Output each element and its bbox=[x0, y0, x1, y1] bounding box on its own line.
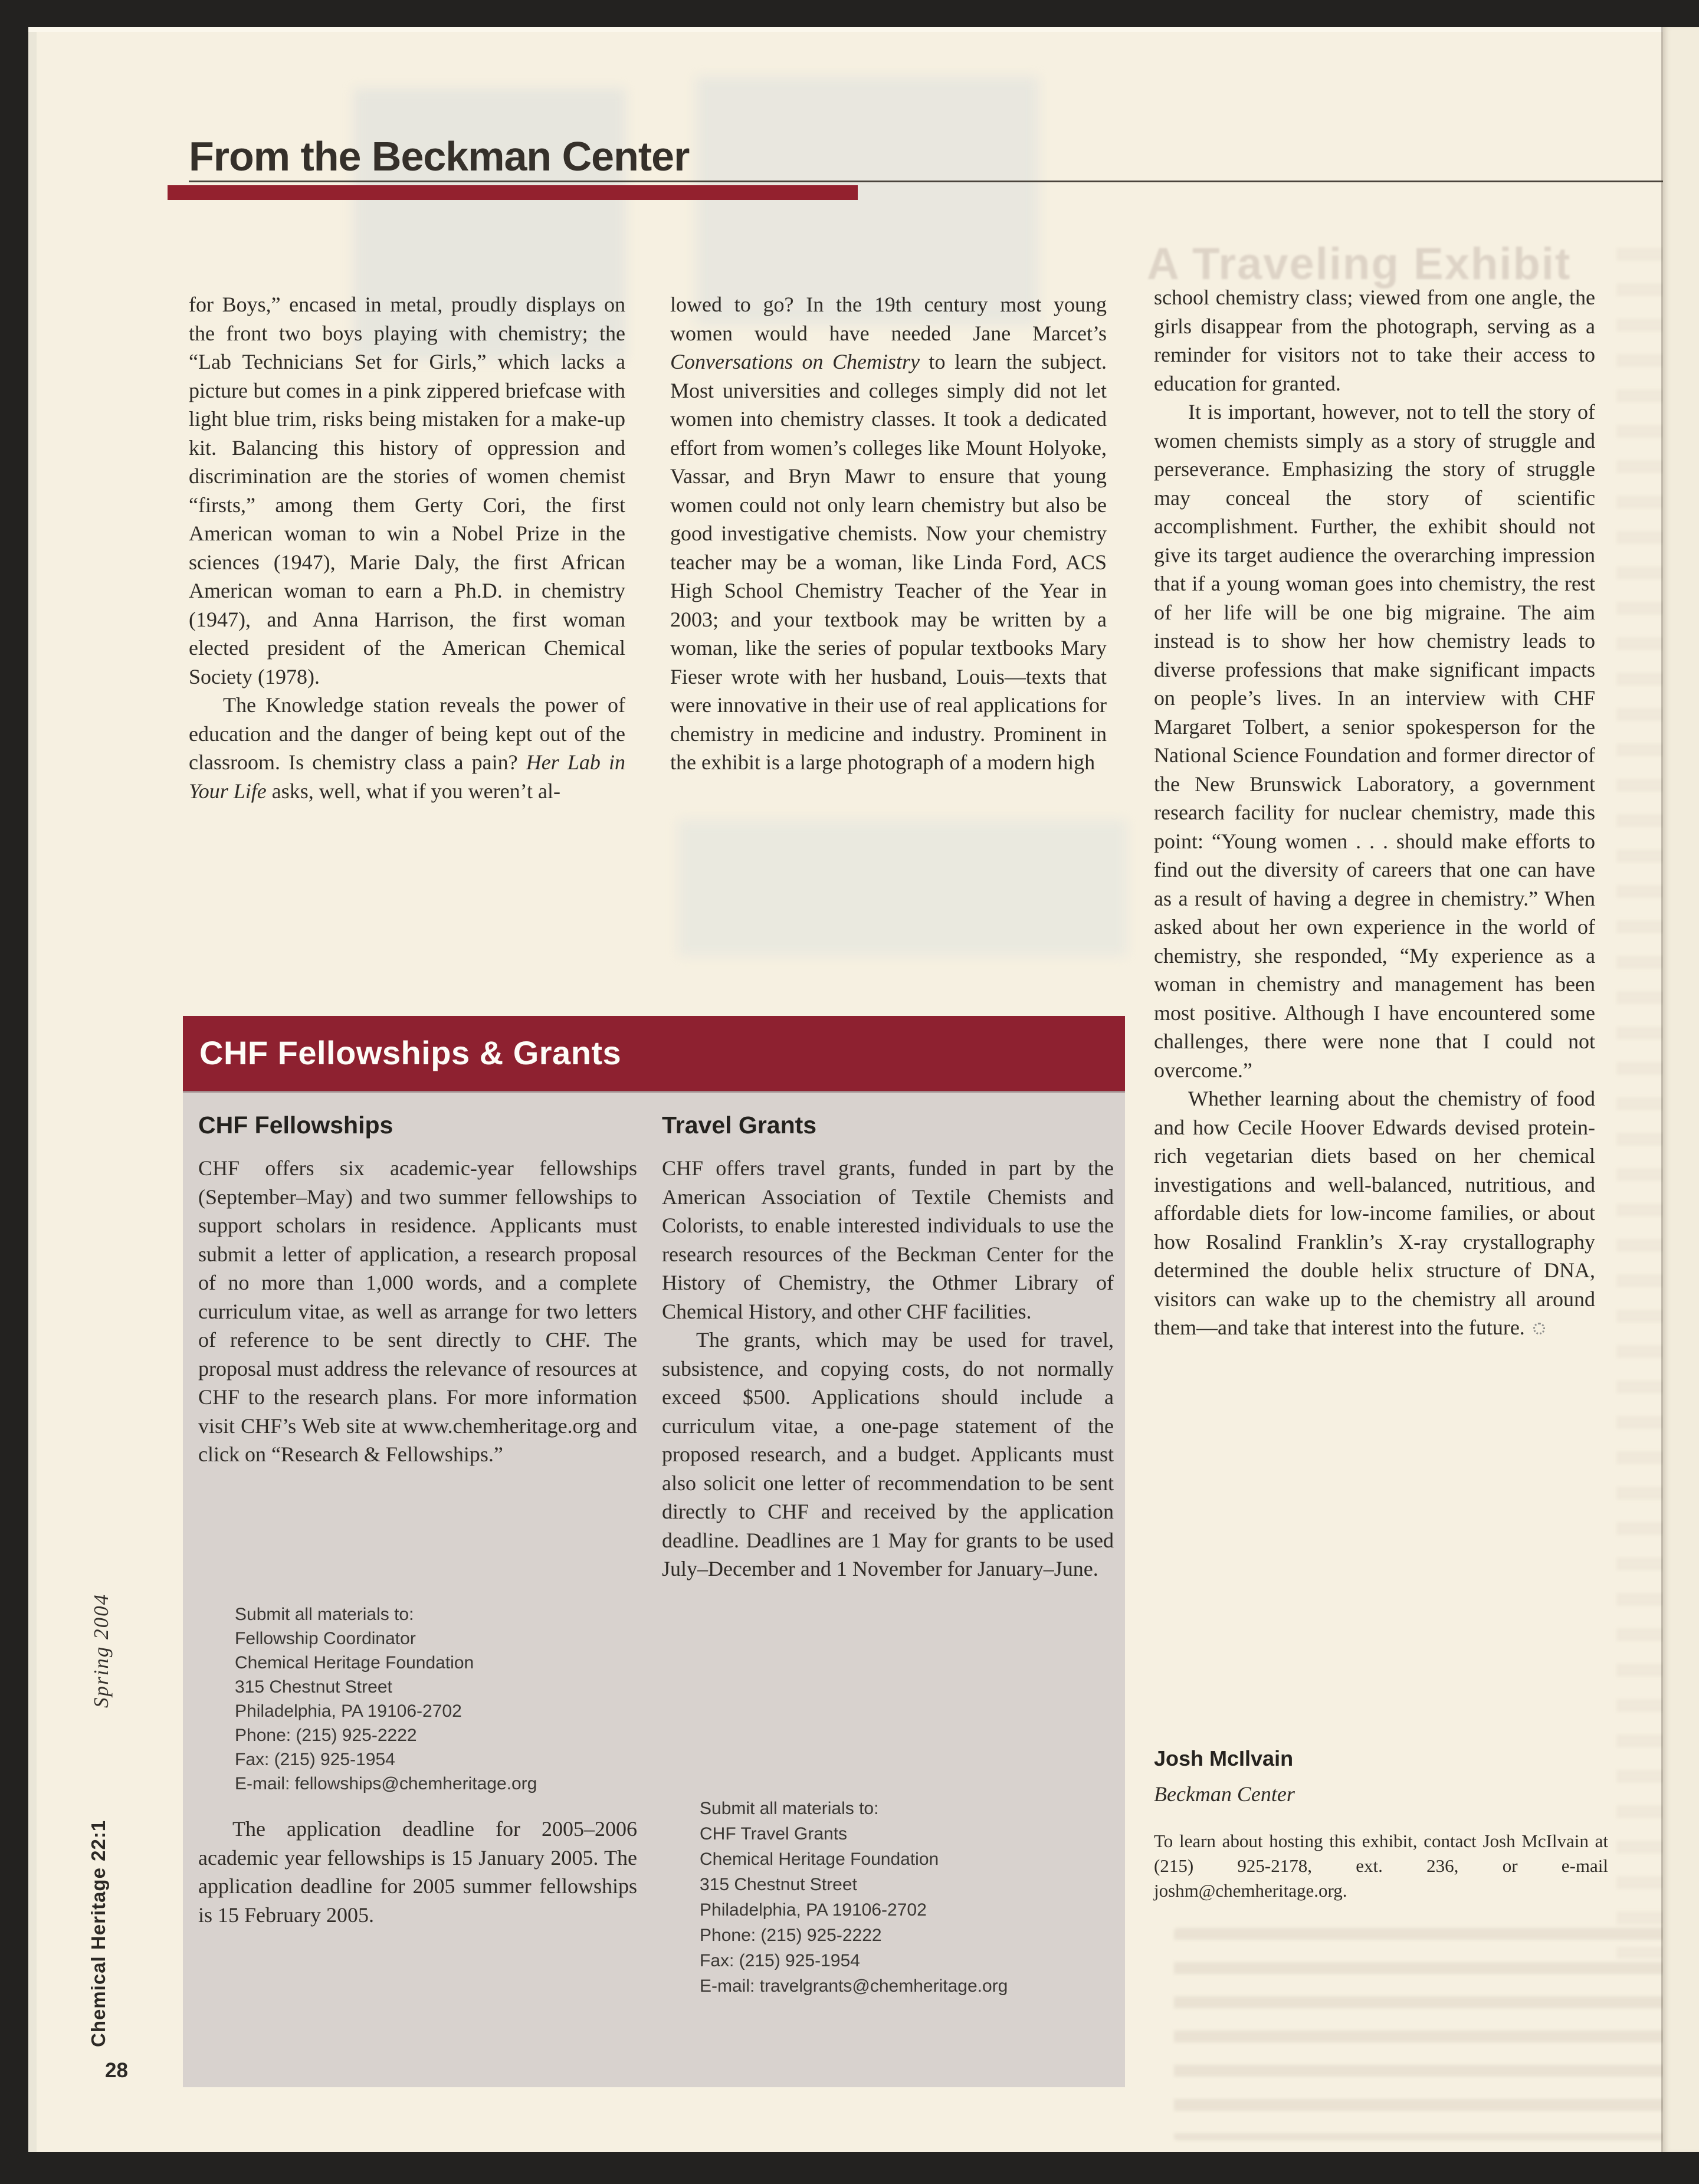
travel-grants-heading: Travel Grants bbox=[662, 1111, 817, 1139]
paragraph: for Boys,” encased in metal, proudly displays on the front two boys playing with chemistry; the “Lab Technicians Set for Girls,” which lacks a picture but comes in a pink zippered briefcase with light blue trim, risks being mistaken for a make-up kit. Balancing this history of oppression and discrimination are the stories of women chemist “firsts,” among them Gerty Cori, the first American woman to win a Nobel Prize in the sciences (1947), Marie Daly, the first African American woman to earn a Ph.D. in chemistry (1947), and Anna Harrison, the first woman elected president of the American Chemical Society (1978). bbox=[189, 293, 625, 688]
address-line: CHF Travel Grants bbox=[700, 1824, 848, 1844]
page-number: 28 bbox=[105, 2059, 128, 2082]
header-rule bbox=[189, 181, 1699, 182]
adjacent-page-edge bbox=[1663, 27, 1699, 2152]
byline-organization: Beckman Center bbox=[1154, 1782, 1295, 1806]
address-line: Phone: (215) 925-2222 bbox=[700, 1926, 882, 1945]
address-line: Submit all materials to: bbox=[700, 1799, 879, 1818]
section-title: From the Beckman Center bbox=[189, 133, 690, 179]
paragraph-text: The Knowledge station reveals the power of education and the danger of being kept out of the classroom. Is chemistry class a pain? bbox=[189, 693, 625, 774]
showthrough-rect bbox=[696, 77, 1038, 324]
paragraph-text: Whether learning about the chemistry of food and how Cecile Hoover Edwards devised protein-rich vegetarian diets based on her chemical investigations and well-balanced, nutritious, and affordable diets for low-income families, or about how Rosalind Franklin’s X-ray crystallography determined the double helix structure of DNA, visitors can wake up to the chemistry all around them—and take that interest into the future. bbox=[1154, 1087, 1595, 1339]
fellowships-grants-banner-title: CHF Fellowships & Grants bbox=[199, 1034, 622, 1071]
address-line: E-mail: fellowships@chemheritage.org bbox=[235, 1774, 537, 1793]
paragraph: The application deadline for 2005–2006 academic year fellowships is 15 January 2005. The application deadline for 2005 summer fellowships is 15 February 2005. bbox=[198, 1817, 637, 1927]
travel-grants-body bbox=[662, 1154, 1114, 1583]
journal-volume-label: Chemical Heritage 22:1 bbox=[87, 1819, 109, 2047]
address-line: E-mail: travelgrants@chemheritage.org bbox=[700, 1976, 1008, 1996]
journal-issue-label: Spring 2004 bbox=[90, 1593, 113, 1708]
address-line: Phone: (215) 925-2222 bbox=[235, 1726, 417, 1745]
address-line: Fax: (215) 925-1954 bbox=[700, 1951, 860, 1970]
hosting-contact-note: To learn about hosting this exhibit, contact Josh McIlvain at (215) 925-2178, ext. 236, or e-mail joshm@chemheritage.org. bbox=[1154, 1831, 1608, 1901]
italic-title: Her Lab in Your Life bbox=[189, 750, 625, 803]
paragraph bbox=[189, 691, 625, 805]
fellowships-deadline bbox=[198, 1815, 637, 1929]
address-line: Chemical Heritage Foundation bbox=[235, 1653, 474, 1673]
fellowships-heading: CHF Fellowships bbox=[198, 1111, 393, 1139]
address-line: 315 Chestnut Street bbox=[235, 1677, 392, 1697]
page-edge-highlight bbox=[28, 27, 1699, 32]
paragraph: It is important, however, not to tell the story of women chemists simply as a story of struggle and perseverance. Emphasizing the story of struggle may conceal the story of scientific accomplishment. Further, the exhibit should not give its target audience the overarching impression that if a young woman goes into chemistry, the rest of her life will be one big migraine. The aim instead is to show her how chemistry leads to diverse professions that make significant impacts on people’s lives. In an interview with CHF Margaret Tolbert, a senior spokesperson for the National Science Foundation and former director of the New Brunswick Laboratory, a government research facility for nuclear chemistry, made this point: “Young women . . . should make efforts to find out the diversity of careers that one can have as a result of having a degree in chemistry.” When asked about her own experience in the world of chemistry, she responded, “My experience as a woman in chemistry and management has been most positive. Although I have encountered some challenges, there were none that I could not overcome.” bbox=[1154, 400, 1595, 1082]
paragraph bbox=[1154, 1084, 1595, 1342]
paragraph bbox=[670, 290, 1107, 777]
article-column-3 bbox=[1154, 283, 1595, 1342]
paragraph: CHF offers six academic-year fellowships (September–May) and two summer fellowships to support scholars in residence. Applicants must submit a letter of application, a research proposal of no more than 1,000 words, and a complete curriculum vitae, as well as arrange for two letters of reference to be sent directly to CHF. The proposal must address the relevance of resources at CHF to the research plans. For more information visit CHF’s Web site at www.chemheritage.org and click on “Research & Fellowships.” bbox=[198, 1156, 637, 1466]
paragraph: school chemistry class; viewed from one angle, the girls disappear from the photograph, serving as a reminder for visitors not to take their access to education for granted. bbox=[1154, 286, 1595, 395]
showthrough-text-lines bbox=[1174, 1928, 1693, 2140]
showthrough-rect bbox=[678, 820, 1127, 956]
address-line: Fax: (215) 925-1954 bbox=[235, 1750, 395, 1769]
travel-grants-address-block bbox=[700, 1796, 1008, 1999]
byline-author: Josh McIlvain bbox=[1154, 1746, 1294, 1770]
article-column-1 bbox=[189, 290, 625, 805]
paragraph-text: to learn the subject. Most universities and colleges simply did not let women into chemistry classes. It took a dedicated effort from women’s colleges like Mount Holyoke, Vassar, and Bryn Mawr to ensure that young women could not only learn chemistry but also be good investigative chemists. Now your chemistry teacher may be a woman, like Linda Ford, ACS High School Chemistry Teacher of the Year in 2003; and your textbook may be written by a woman, like the series of popular textbooks Mary Fieser wrote with her husband, Louis—texts that were innovative in their use of real applications for chemistry in medicine and industry. Prominent in the exhibit is a large photograph of a modern high bbox=[670, 350, 1107, 774]
header-red-underline bbox=[168, 185, 858, 200]
paragraph: CHF offers travel grants, funded in part by the American Association of Textile Chemists and Colorists, to enable interested individuals to use the research resources of the Beckman Center for the History of Chemistry, the Othmer Library of Chemical History, and other CHF facilities. bbox=[662, 1156, 1114, 1323]
paragraph-text: asks, well, what if you weren’t al- bbox=[266, 779, 560, 803]
page-edge bbox=[28, 27, 37, 2152]
address-line: Submit all materials to: bbox=[235, 1605, 414, 1624]
italic-title: Conversations on Chemistry bbox=[670, 350, 920, 373]
address-line: Philadelphia, PA 19106-2702 bbox=[700, 1900, 927, 1920]
end-of-article-dingbat-icon bbox=[1533, 1323, 1545, 1334]
address-line: Philadelphia, PA 19106-2702 bbox=[235, 1701, 462, 1721]
address-line: Fellowship Coordinator bbox=[235, 1629, 416, 1648]
address-line: Chemical Heritage Foundation bbox=[700, 1849, 939, 1869]
showthrough-headline: A Traveling Exhibit bbox=[1147, 239, 1572, 289]
fellowships-body bbox=[198, 1154, 637, 1469]
address-line: 315 Chestnut Street bbox=[700, 1875, 857, 1894]
paragraph-text: lowed to go? In the 19th century most young women would have needed Jane Marcet’s bbox=[670, 293, 1107, 345]
paragraph: The grants, which may be used for travel, subsistence, and copying costs, do not normally exceed $500. Applications should include a curriculum vitae, a one-page statement of the proposed research, and a budget. Applicants must also solicit one letter of recommendation to be sent directly to CHF and received by the application deadline. Deadlines are 1 May for grants to be used July–December and 1 November for January–June. bbox=[662, 1328, 1114, 1580]
fellowships-address-block bbox=[235, 1602, 537, 1796]
article-column-2 bbox=[670, 290, 1107, 777]
